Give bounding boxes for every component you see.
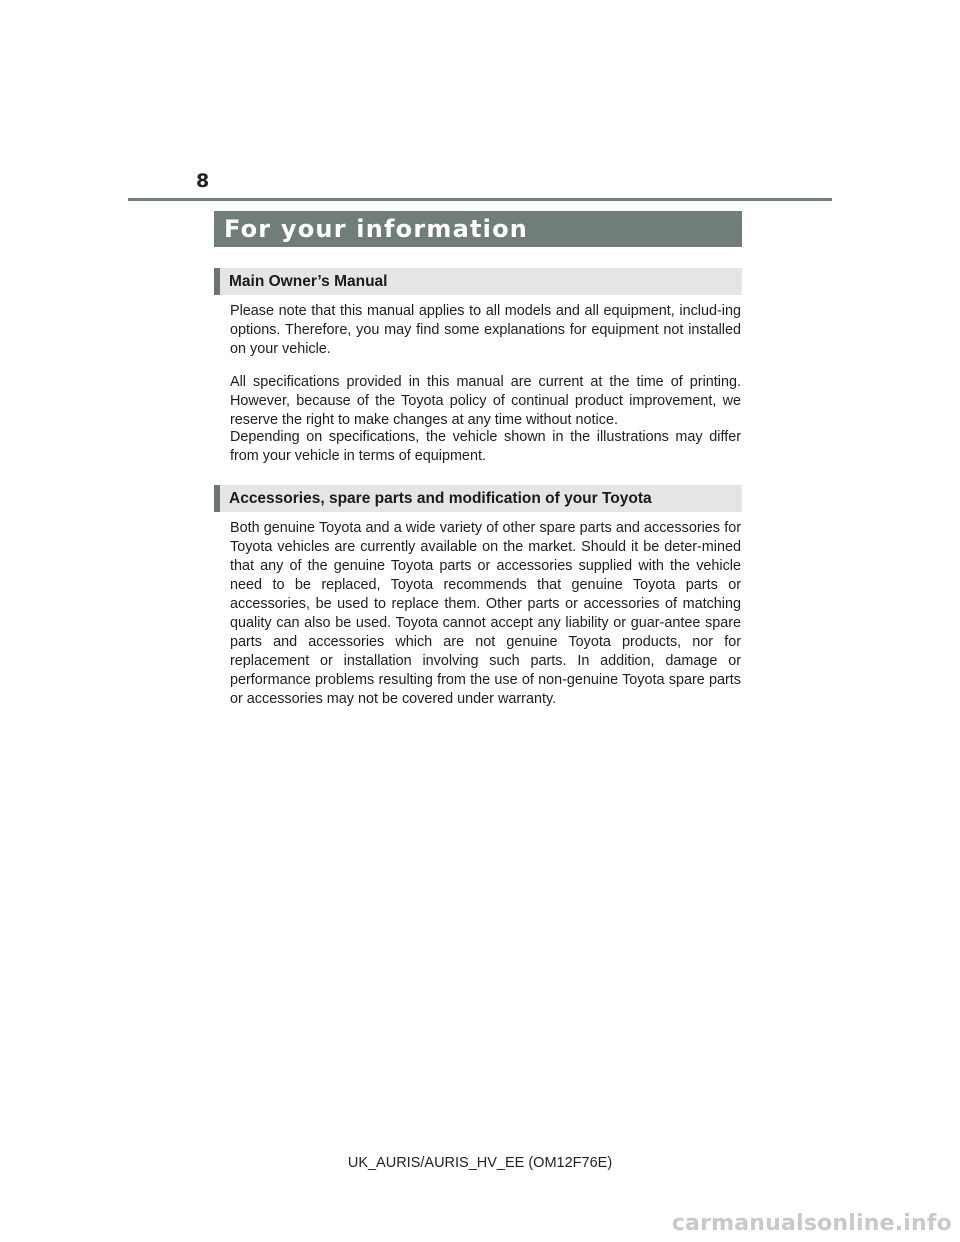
paragraph: Both genuine Toyota and a wide variety of other spare parts and accessories for Toyota vehicles are currently available on the market. Should it be deter-mined that any of the genuine Toyota parts or accessories supplied with the vehicle need to be replaced, Toyota recommends that genuine Toyota parts or accessories, be used to replace them. Other parts or accessories of matching quality can also be used. Toyota cannot accept any liability or guar-antee spare parts and accessories which are not genuine Toyota products, nor for replacement or installation involving such parts. In addition, damage or performance problems resulting from the use of non-genuine Toyota spare parts or accessories may not be covered under warranty. [230, 520, 741, 707]
page-title: For your information [224, 215, 529, 243]
section-header-main-manual [214, 268, 742, 295]
paragraph: All specifications provided in this manual are current at the time of printing. However, because of the Toyota policy of continual product improvement, we reserve the right to make changes at any time without notice. [230, 374, 741, 428]
title-bar [214, 211, 742, 247]
page-number: 8 [196, 170, 210, 192]
watermark: carmanualsonline.info [671, 1211, 952, 1236]
section-heading: Main Owner’s Manual [229, 272, 388, 290]
footer-document-code: UK_AURIS/AURIS_HV_EE (OM12F76E) [347, 1155, 613, 1171]
paragraph: Please note that this manual applies to all models and all equipment, includ-ing options. Therefore, you may find some explanations for equipment not installed on your vehicle. [230, 303, 741, 357]
section-header-accessories [214, 485, 742, 512]
top-rule [128, 198, 832, 201]
paragraph: Depending on specifications, the vehicle shown in the illustrations may differ from your vehicle in terms of equipment. [230, 429, 741, 464]
section-heading: Accessories, spare parts and modification of your Toyota [229, 489, 652, 507]
